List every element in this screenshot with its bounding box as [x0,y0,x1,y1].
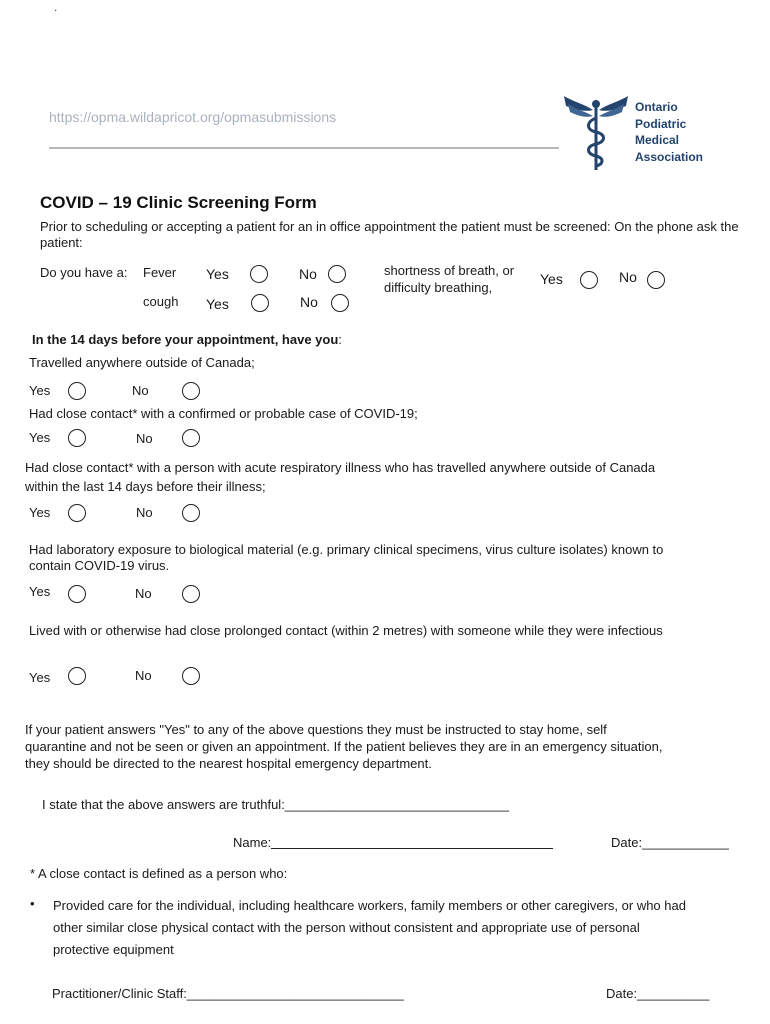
cough-yes-label: Yes [206,296,229,312]
breath-yes-radio[interactable] [580,271,598,289]
bullet-marker: • [30,896,35,911]
breath-label: shortness of breath, or difficulty breathing, [384,263,515,295]
q5-yes-radio[interactable] [68,667,86,685]
cough-label: cough [143,294,179,309]
fever-yes-radio[interactable] [250,265,268,283]
q2-no-radio[interactable] [182,429,200,447]
q2-yes-radio[interactable] [68,429,86,447]
question-2-text: Had close contact* with a confirmed or probable case of COVID-19; [29,406,418,421]
org-line-4: Association [635,149,704,164]
attestation-line[interactable]: I state that the above answers are truthful:_______________________________ [42,797,509,812]
caduceus-logo-icon [560,88,632,174]
q3-yes-radio[interactable] [68,504,86,522]
org-line-1: Ontario [635,100,678,114]
staff-signature-line[interactable]: Practitioner/Clinic Staff:______________________________ [52,986,404,1001]
q4-no-radio[interactable] [182,585,200,603]
q5-no-label: No [135,668,152,683]
form-title: COVID – 19 Clinic Screening Form [40,193,317,212]
q3-yes-label: Yes [29,505,51,520]
cough-no-radio[interactable] [331,294,349,312]
org-line-3: Medical [635,133,680,147]
question-5-text: Lived with or otherwise had close prolonged contact (within 2 metres) with someone while they were infectious [29,623,663,638]
organization-name [635,99,755,165]
breath-no-label: No [619,269,637,285]
days-heading-text: In the 14 days before your appointment, have you [32,332,339,347]
breath-yes-label: Yes [540,271,563,287]
name-signature-line[interactable] [271,848,553,849]
breath-no-radio[interactable] [647,271,665,289]
intro-text: Prior to scheduling or accepting a patient for an in office appointment the patient must be screened: On the phone ask the patient: [40,219,739,250]
q1-yes-label: Yes [29,383,51,398]
q2-yes-label: Yes [29,430,51,445]
cough-no-label: No [300,294,318,310]
q5-yes-label: Yes [29,670,51,685]
fever-no-label: No [299,266,317,282]
q4-no-label: No [135,586,152,601]
q4-yes-radio[interactable] [68,585,86,603]
fever-label: Fever [143,265,177,280]
question-1-text: Travelled anywhere outside of Canada; [29,355,255,370]
fever-no-radio[interactable] [328,265,346,283]
date-field-2[interactable]: Date:__________ [606,986,710,1001]
days-heading [32,332,342,347]
org-line-2: Podiatric [635,116,687,131]
name-label: Name: [233,835,272,850]
bullet-text: Provided care for the individual, including healthcare workers, family members or other caregivers, or who had other similar close physical contact with the person without consistent and appropriate use of personal protective equipment [53,898,686,957]
q3-no-radio[interactable] [182,504,200,522]
question-3-text: Had close contact* with a person with acute respiratory illness who has travelled anywhere outside of Canada within the last 14 days before their illness; [25,460,656,494]
page-dot: . [54,0,58,14]
q1-yes-radio[interactable] [68,382,86,400]
q3-no-label: No [136,505,153,520]
days-heading-colon: : [338,332,342,347]
symptoms-prompt: Do you have a: [40,265,128,280]
submission-url[interactable]: https://opma.wildapricot.org/opmasubmissions [49,109,337,125]
date-field-1[interactable]: Date:____________ [611,835,729,850]
q5-no-radio[interactable] [182,667,200,685]
fever-yes-label: Yes [206,266,229,282]
q1-no-label: No [132,383,149,398]
q4-yes-label: Yes [29,584,51,599]
header-divider [49,147,559,149]
question-4-text: Had laboratory exposure to biological material (e.g. primary clinical specimens, virus culture isolates) known to contain COVID-19 virus. [29,542,664,573]
cough-yes-radio[interactable] [251,294,269,312]
close-contact-definition: * A close contact is defined as a person who: [30,866,288,881]
instruction-text: If your patient answers "Yes" to any of the above questions they must be instructed to stay home, self quarantine and not be seen or given an appointment. If the patient believes they are in an emergency situation, they should be directed to the nearest hospital emergency department. [25,722,663,771]
q2-no-label: No [136,431,153,446]
q1-no-radio[interactable] [182,382,200,400]
